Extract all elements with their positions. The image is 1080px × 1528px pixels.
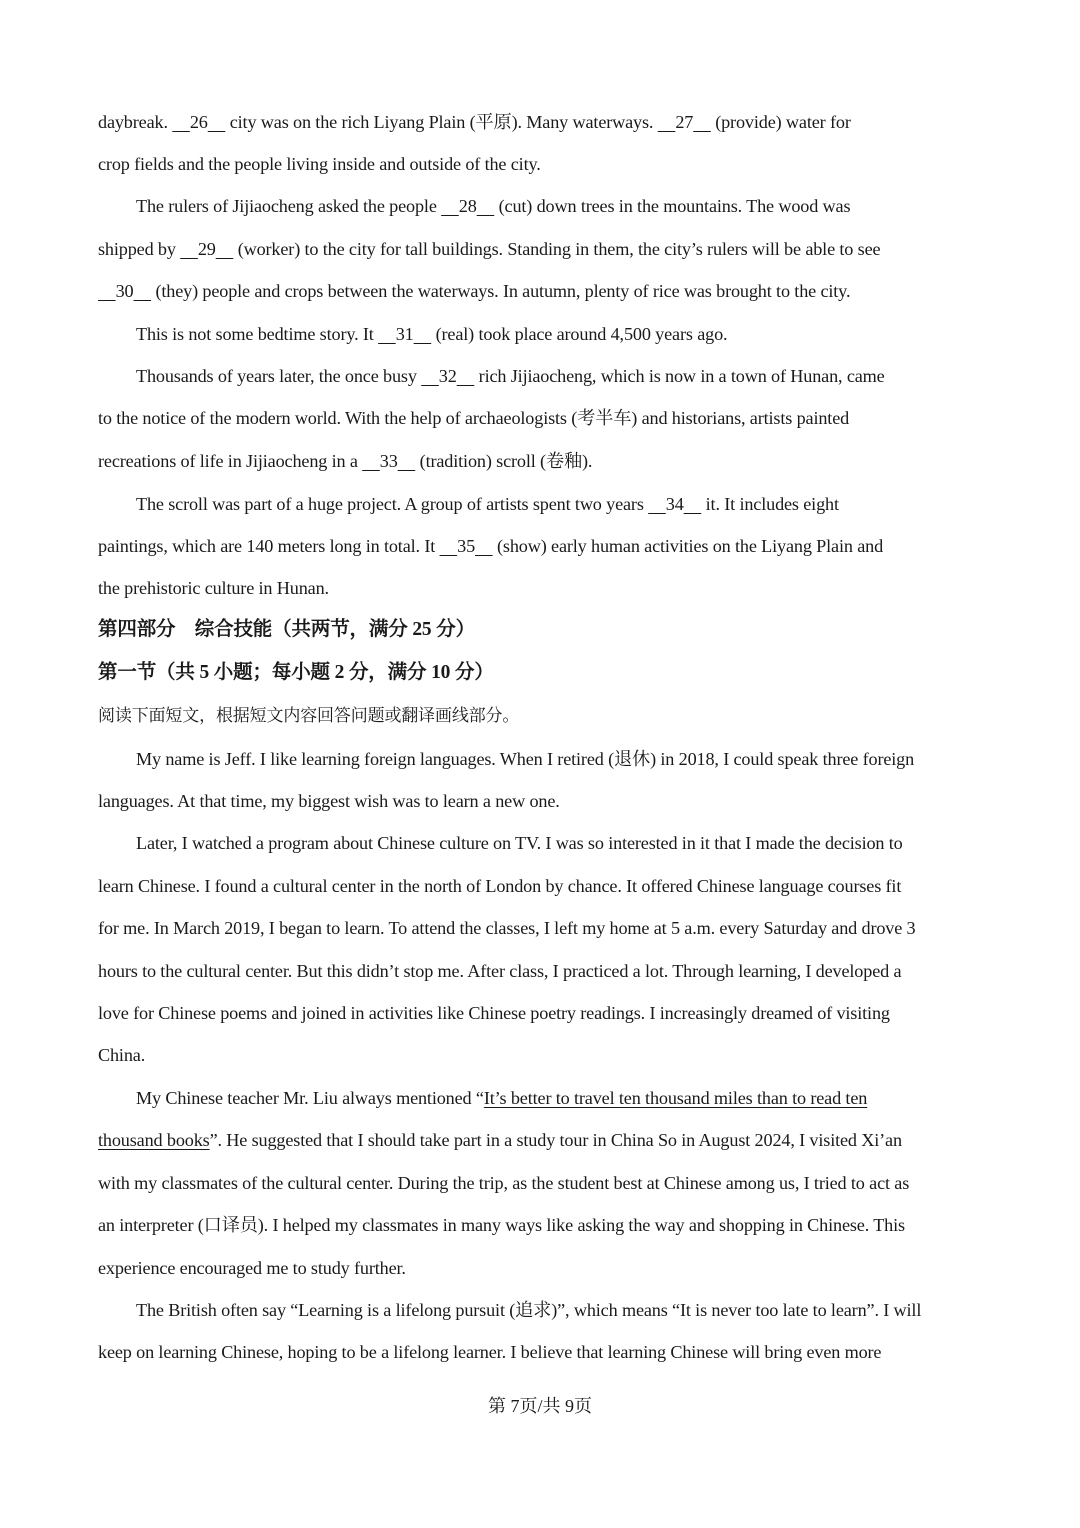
section-heading: [98, 661, 494, 685]
text-line: [98, 576, 329, 600]
text-line: [136, 194, 850, 218]
text-run: paintings, which are 140 meters long in total. It: [98, 536, 440, 556]
page-number-footer: 第 7页/共 9页: [487, 1396, 592, 1416]
text-run: My name is Jeff. I like learning foreign languages. When I retired (退休) in 2018, I could speak three foreign: [136, 749, 915, 769]
text-run: China.: [98, 1045, 146, 1065]
text-run: (worker) to the city for tall buildings. Standing in them, the city’s rulers will be able to see: [233, 239, 881, 259]
text-line: [136, 747, 914, 771]
text-run: rich Jijiaocheng, which is now in a town of Hunan, came: [474, 366, 885, 386]
text-run: The rulers of Jijiaocheng asked the people: [136, 196, 442, 216]
text-run: This is not some bedtime story. It: [136, 324, 379, 344]
text-run: recreations of life in Jijiaocheng in a: [98, 451, 363, 471]
text-run: (provide) water for: [710, 112, 851, 132]
text-line: [98, 1128, 902, 1152]
text-run: learn Chinese. I found a cultural center in the north of London by chance. It offered Chinese language courses fit: [98, 876, 902, 896]
section-heading: [98, 618, 475, 642]
text-line: [136, 322, 727, 346]
answer-blank-26: 26: [189, 112, 208, 132]
text-line: [136, 831, 903, 855]
text-run: 阅读下面短文，根据短文内容回答问题或翻译画线部分。: [98, 706, 520, 725]
instruction-text: [98, 704, 519, 728]
text-run: Later, I watched a program about Chinese culture on TV. I was so interested in it that I made the decision to: [136, 833, 903, 853]
text-run: languages. At that time, my biggest wish was to learn a new one.: [98, 791, 560, 811]
text-run: city was on the rich Liyang Plain (平原). Many waterways.: [225, 112, 658, 132]
answer-blank-28: 28: [458, 196, 477, 216]
text-line: [98, 1043, 145, 1067]
text-line: [98, 1340, 881, 1364]
text-run: experience encouraged me to study further.: [98, 1258, 406, 1278]
text-run: (tradition) scroll (卷釉).: [415, 451, 593, 471]
text-line: [136, 1086, 867, 1110]
text-run: with my classmates of the cultural center. During the trip, as the student best at Chinese among us, I tried to act as: [98, 1173, 910, 1193]
text-line: [98, 237, 880, 261]
answer-blank-32: 32: [438, 366, 457, 386]
text-line: [98, 874, 901, 898]
text-line: [136, 1298, 921, 1322]
text-line: [98, 959, 901, 983]
text-line: [136, 492, 839, 516]
text-run: love for Chinese poems and joined in activities like Chinese poetry readings. I increasingly dreamed of visiting: [98, 1003, 890, 1023]
text-run: it. It includes eight: [701, 494, 839, 514]
text-run: hours to the cultural center. But this didn’t stop me. After class, I practiced a lot. Through learning, I developed a: [98, 961, 902, 981]
text-line: [98, 1213, 905, 1237]
text-run: ”. He suggested that I should take part in a study tour in China So in August 2024, I visited Xi’an: [209, 1130, 902, 1150]
answer-blank-33: 33: [379, 451, 398, 471]
text-run: for me. In March 2019, I began to learn. To attend the classes, I left my home at 5 a.m. every Saturday and drove 3: [98, 918, 916, 938]
text-run: an interpreter (口译员). I helped my classmates in many ways like asking the way and shopping in Chinese. This: [98, 1215, 905, 1235]
text-run: 第一节（共 5 小题；每小题 2 分，满分 10 分）: [98, 662, 494, 683]
answer-blank-31: 31: [395, 324, 414, 344]
answer-blank-30: 30: [115, 281, 134, 301]
text-run: (show) early human activities on the Liyang Plain and: [492, 536, 884, 556]
text-run: crop fields and the people living inside and outside of the city.: [98, 154, 541, 174]
underlined-translation-text: It’s better to travel ten thousand miles than to read ten: [483, 1088, 868, 1108]
text-run: (they) people and crops between the waterways. In autumn, plenty of rice was brought to the city.: [151, 281, 851, 301]
text-line: [98, 279, 850, 303]
text-line: [98, 110, 851, 134]
text-run: 第四部分 综合技能（共两节，满分 25 分）: [98, 619, 475, 640]
text-run: to the notice of the modern world. With the help of archaeologists (考半车) and historians, artists painted: [98, 408, 850, 428]
text-run: daybreak.: [98, 112, 173, 132]
text-run: The British often say “Learning is a lifelong pursuit (追求)”, which means “It is never too late to learn”. I will: [136, 1300, 922, 1320]
text-run: Thousands of years later, the once busy: [136, 366, 422, 386]
text-line: [98, 534, 883, 558]
text-line: [98, 152, 541, 176]
text-run: shipped by: [98, 239, 181, 259]
text-run: My Chinese teacher Mr. Liu always mentioned “: [136, 1088, 484, 1108]
text-run: (cut) down trees in the mountains. The wood was: [494, 196, 851, 216]
text-run: keep on learning Chinese, hoping to be a lifelong learner. I believe that learning Chinese will bring even more: [98, 1342, 882, 1362]
answer-blank-35: 35: [457, 536, 476, 556]
answer-blank-34: 34: [665, 494, 684, 514]
text-line: [98, 406, 849, 430]
text-run: (real) took place around 4,500 years ago.: [431, 324, 728, 344]
text-run: the prehistoric culture in Hunan.: [98, 578, 329, 598]
text-line: [98, 1171, 909, 1195]
answer-blank-29: 29: [197, 239, 216, 259]
text-run: The scroll was part of a huge project. A group of artists spent two years: [136, 494, 649, 514]
underlined-translation-text: thousand books: [98, 1130, 210, 1150]
answer-blank-27: 27: [675, 112, 694, 132]
text-line: [136, 364, 885, 388]
text-line: [98, 1256, 406, 1280]
text-line: [98, 789, 560, 813]
text-line: [98, 1001, 890, 1025]
text-line: [98, 916, 916, 940]
text-line: [98, 449, 592, 473]
